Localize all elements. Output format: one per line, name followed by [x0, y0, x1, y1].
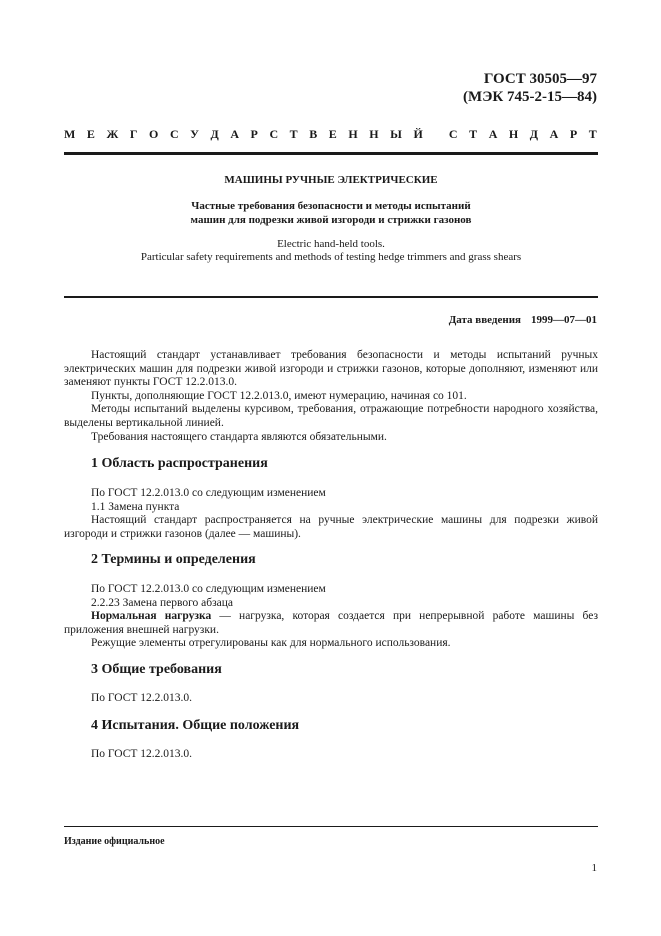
date-value: 1999—07—01	[531, 314, 597, 326]
banner-letter: Н	[508, 127, 519, 141]
paragraph: Пункты, дополняющие ГОСТ 12.2.013.0, имеют нумерацию, начиная со 101.	[91, 389, 467, 402]
title-rule	[64, 296, 598, 298]
paragraph: По ГОСТ 12.2.013.0.	[91, 748, 193, 760]
banner-letter: Н	[348, 127, 358, 141]
document-title: МАШИНЫ РУЧНЫЕ ЭЛЕКТРИЧЕСКИЕ	[224, 174, 438, 186]
section-body	[64, 487, 598, 541]
english-title	[64, 238, 598, 264]
banner-letter: Е	[86, 127, 95, 141]
paragraph: По ГОСТ 12.2.013.0 со следующим изменением	[91, 487, 326, 499]
banner-letter: А	[230, 127, 239, 141]
term-definition: — нагрузка, которая создается при непрерывной работе машины без приложения внешней нагрузки.	[64, 610, 598, 636]
subtitle-line: машин для подрезки живой изгороди и стрижки газонов	[190, 214, 472, 226]
iec-code: (МЭК 745-2-15—84)	[463, 89, 597, 105]
banner-letter: У	[190, 127, 199, 141]
banner-letter: Е	[328, 127, 337, 141]
introduction-date	[449, 314, 597, 326]
paragraph: По ГОСТ 12.2.013.0 со следующим изменением	[91, 583, 326, 595]
gost-code: ГОСТ 30505—97	[483, 71, 597, 87]
section-body	[64, 692, 598, 706]
paragraph	[64, 610, 598, 637]
banner-letter: Й	[413, 127, 423, 141]
paragraph: Настоящий стандарт распространяется на ручные электрические машины для подрезки живой изгороди и стрижки газонов (далее — машины).	[64, 514, 598, 540]
gost-number	[463, 70, 597, 106]
banner-letter: Ы	[390, 127, 402, 141]
header-rule	[64, 152, 598, 155]
banner-letter: Р	[250, 127, 258, 141]
footer-rule	[64, 826, 598, 827]
intro-text	[64, 349, 598, 444]
section-heading: 4 Испытания. Общие положения	[91, 718, 300, 733]
paragraph: 1.1 Замена пункта	[91, 500, 180, 513]
banner-letter: Р	[569, 127, 578, 141]
subtitle-line: Частные требования безопасности и методы испытаний	[191, 200, 471, 212]
banner-letter: Г	[129, 127, 138, 141]
banner-letter: В	[309, 127, 318, 141]
banner-letter: А	[549, 127, 559, 141]
paragraph: Методы испытаний выделены курсивом, требования, отражающие потребности народного хозяйства, выделены вертикальной линией.	[64, 403, 598, 429]
banner-letter: С	[448, 127, 458, 141]
banner-letter: Д	[210, 127, 219, 141]
paragraph: Требования настоящего стандарта являются обязательными.	[91, 430, 387, 443]
banner-letter: С	[269, 127, 279, 141]
interstate-standard-banner	[64, 127, 597, 142]
section-body	[64, 748, 598, 762]
date-label: Дата введения	[448, 314, 521, 326]
banner-letter	[434, 127, 437, 142]
document-subtitle	[64, 199, 598, 227]
banner-letter: О	[149, 127, 159, 141]
banner-letter: Т	[469, 127, 478, 141]
paragraph: Режущие элементы отрегулированы как для нормального использования.	[91, 637, 451, 650]
edition-label: Издание официальное	[64, 836, 165, 847]
banner-letter: А	[488, 127, 498, 141]
banner-letter: Т	[289, 127, 298, 141]
section-heading: 3 Общие требования	[91, 662, 222, 677]
banner-letter: С	[169, 127, 179, 141]
section-body	[64, 583, 598, 651]
banner-letter: Н	[369, 127, 379, 141]
banner-letter: Д	[529, 127, 539, 141]
english-title-line: Particular safety requirements and methods of testing hedge trimmers and grass shears	[140, 251, 522, 263]
english-title-line: Electric hand-held tools.	[277, 238, 385, 250]
paragraph: По ГОСТ 12.2.013.0.	[91, 692, 193, 704]
paragraph: 2.2.23 Замена первого абзаца	[91, 596, 234, 609]
section-heading: 2 Термины и определения	[91, 552, 256, 567]
section-heading: 1 Область распространения	[91, 456, 268, 471]
banner-letter: Ж	[106, 127, 119, 141]
term: Нормальная нагрузка	[91, 610, 212, 623]
paragraph: Настоящий стандарт устанавливает требования безопасности и методы испытаний ручных электрических машин для подрезки живой изгороди и стрижки газонов, которые дополняют, изменяют или заменяют пункты ГОСТ 12.2.013.0.	[64, 349, 598, 389]
banner-letter: М	[64, 127, 76, 141]
banner-letter: Т	[588, 127, 597, 141]
page-number: 1	[591, 862, 597, 874]
